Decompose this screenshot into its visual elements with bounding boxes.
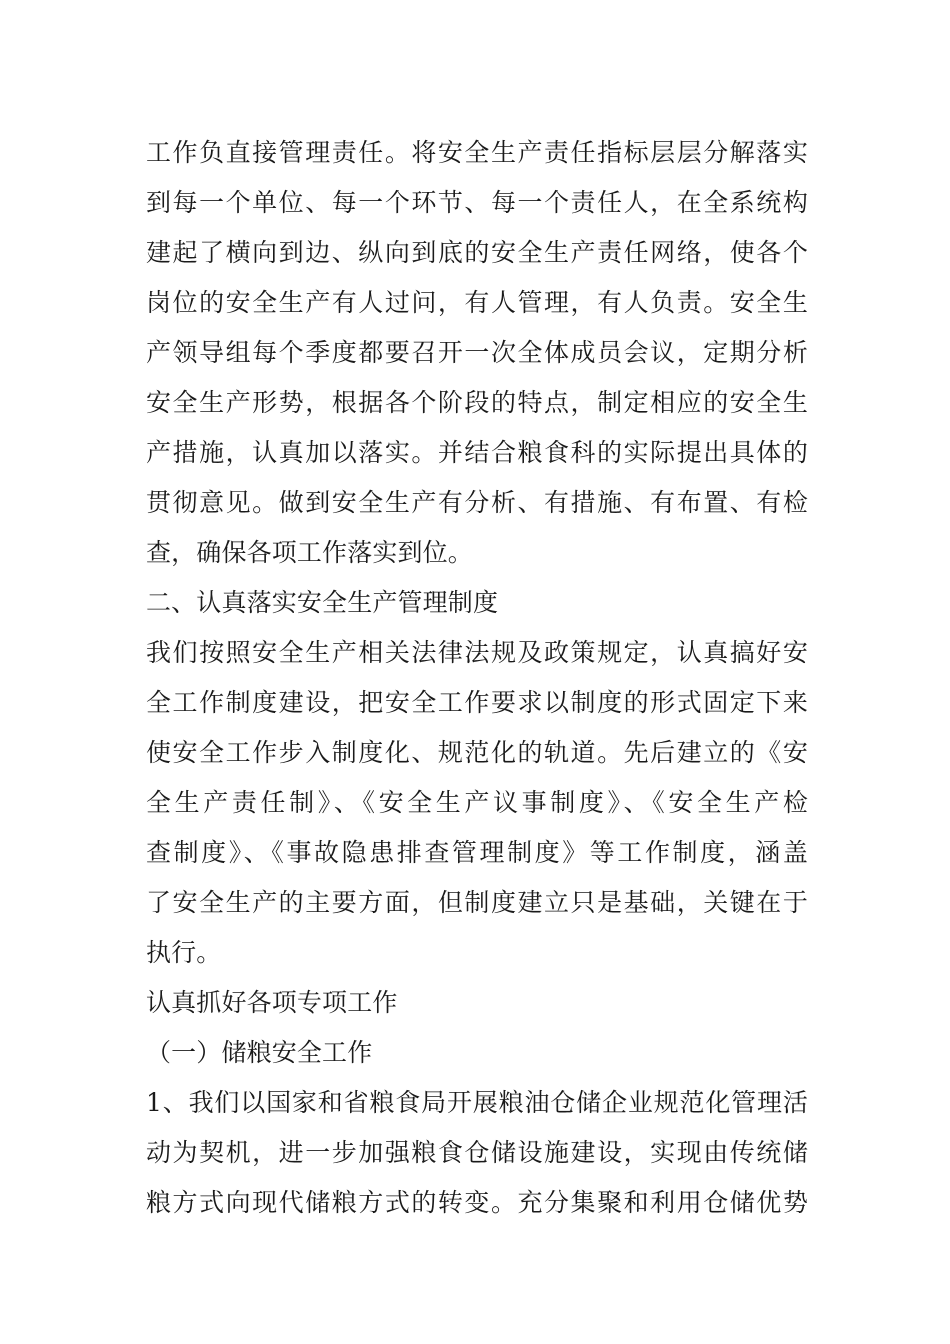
section-heading: 认真抓好各项专项工作 [146,988,398,1017]
paragraph-line: 查制度》、《事故隐患排查管理制度》等工作制度，涵盖 [146,838,808,867]
paragraph-line: 动为契机，进一步加强粮食仓储设施建设，实现由传统储 [146,1138,808,1167]
paragraph-line: 岗位的安全生产有人过问，有人管理，有人负责。安全生 [146,288,808,317]
paragraph-line: 贯彻意见。做到安全生产有分析、有措施、有布置、有检 [146,488,808,517]
paragraph-line: 到每一个单位、每一个环节、每一个责任人，在全系统构 [146,188,808,217]
paragraph-line: 使安全工作步入制度化、规范化的轨道。先后建立的《安 [146,738,808,767]
paragraph-line: 建起了横向到边、纵向到底的安全生产责任网络，使各个 [146,238,808,267]
paragraph-line: 执行。 [146,938,222,967]
paragraph-line: 工作负直接管理责任。将安全生产责任指标层层分解落实 [146,138,808,167]
paragraph-line: 了安全生产的主要方面，但制度建立只是基础，关键在于 [146,888,808,917]
paragraph-line: 产领导组每个季度都要召开一次全体成员会议，定期分析 [146,338,808,367]
paragraph-line: 粮方式向现代储粮方式的转变。充分集聚和利用仓储优势 [146,1188,808,1217]
paragraph-line: 1、我们以国家和省粮食局开展粮油仓储企业规范化管理活 [146,1088,808,1117]
paragraph-line: 我们按照安全生产相关法律法规及政策规定，认真搞好安 [146,638,808,667]
paragraph-line: 查，确保各项工作落实到位。 [146,538,473,567]
subsection-heading: （一）储粮安全工作 [146,1038,373,1067]
paragraph-line: 安全生产形势，根据各个阶段的特点，制定相应的安全生 [146,388,808,417]
section-heading: 二、认真落实安全生产管理制度 [146,588,499,617]
paragraph-line: 全生产责任制》、《安全生产议事制度》、《安全生产检 [146,788,808,817]
document-body [146,128,808,1228]
paragraph-line: 产措施，认真加以落实。并结合粮食科的实际提出具体的 [146,438,808,467]
paragraph-line: 全工作制度建设，把安全工作要求以制度的形式固定下来 [146,688,808,717]
